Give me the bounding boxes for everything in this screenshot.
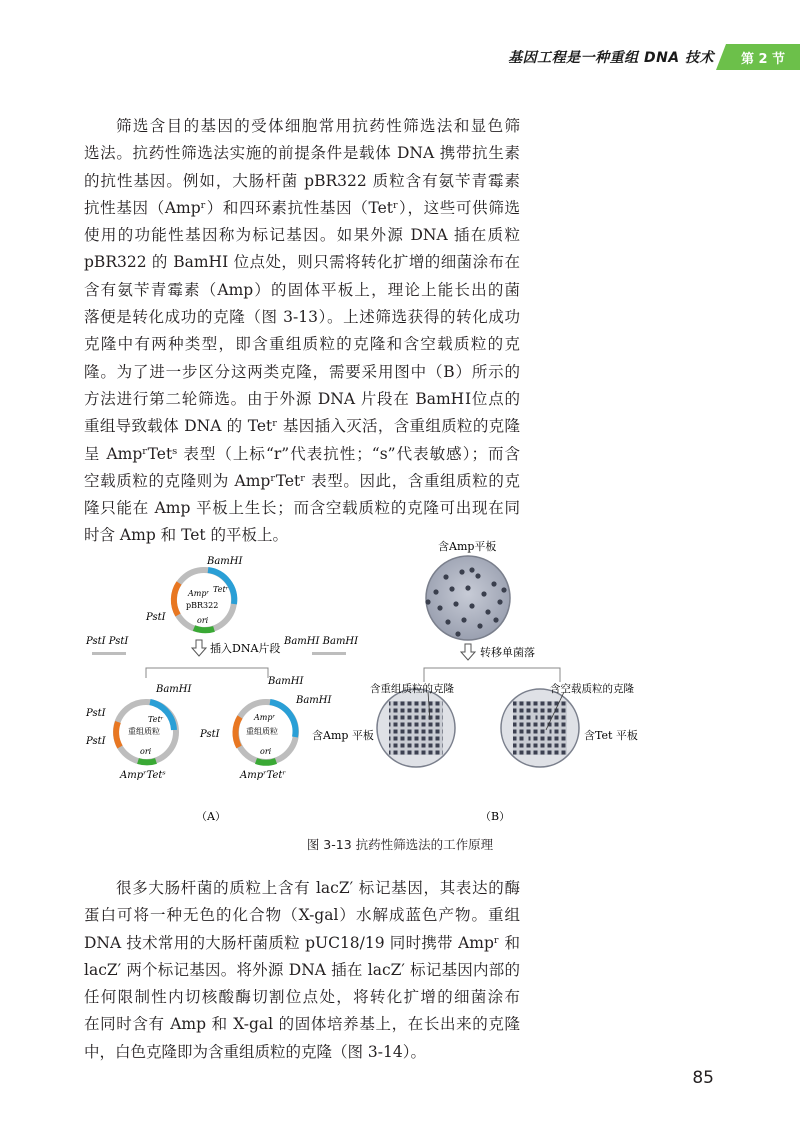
insert-step-label: 插入DNA片段	[210, 642, 281, 655]
amp-gene-label: Ampʳ	[188, 589, 210, 598]
amp-plate-label: 含Amp 平板	[312, 729, 374, 742]
text-line: 在同时含有 Amp 和 X-gal 的固体培养基上，在长出来的克隆	[84, 1015, 520, 1034]
panel-b-label: （B）	[480, 810, 511, 823]
text-line: 隆只能在 Amp 平板上生长；而含空载质粒的克隆可出现在同	[84, 499, 520, 518]
bamhi-site-label: BamHI	[268, 676, 304, 687]
bamhi-site-label: BamHI	[156, 684, 192, 695]
text-line: 使用的功能性基因称为标记基因。如果外源 DNA 插在质粒	[84, 226, 520, 245]
plasmid-name: pBR322	[186, 601, 219, 610]
amp-master-plate	[425, 556, 510, 640]
figure-3-13	[84, 532, 680, 832]
tet-gene-label: Tetʳ	[148, 715, 164, 724]
text-line: 任何限制性内切核酸酶切割位点处，将转化扩增的细菌涂布	[84, 988, 520, 1007]
text-line: 隆。为了进一步区分这两类克隆，需要采用图中（B）所示的	[84, 362, 520, 381]
recombinant-name: 重组质粒	[246, 727, 278, 736]
text-line: 中，白色克隆即为含重组质粒的克隆（图 3-14）。	[84, 1042, 427, 1061]
empty-colony-label: 含空载质粒的克隆	[550, 683, 634, 695]
psti-site-label: PstI	[86, 708, 106, 719]
text-line: pBR322 的 BamHI 位点处，则只需将转化扩增的细菌涂布在	[84, 253, 520, 272]
text-line: 时含 Amp 和 Tet 的平板上。	[84, 526, 289, 545]
text-line: 重组导致载体 DNA 的 Tetʳ 基因插入灭活，含重组质粒的克隆	[84, 417, 520, 436]
tet-plate-label: 含Tet 平板	[584, 729, 638, 742]
psti-pair-label: PstI PstI	[86, 636, 129, 647]
text-line: 抗性基因（Ampʳ）和四环素抗性基因（Tetʳ），这些可供筛选	[84, 198, 520, 217]
text-line: 落便是转化成功的克隆（图 3-13）。上述筛选获得的转化成功	[84, 308, 520, 327]
amp-replica-plate	[377, 689, 455, 767]
recombinant-plasmid	[85, 684, 193, 781]
amp-gene-label: Ampʳ	[254, 713, 276, 722]
text-line: 方法进行第二轮筛选。由于外源 DNA 片段在 BamHⅠ位点的	[84, 389, 520, 408]
text-line: 选法。抗药性筛选法实施的前提条件是载体 DNA 携带抗生素	[84, 144, 520, 163]
transfer-arrow	[461, 644, 535, 660]
text-line: lacZ′ 两个标记基因。将外源 DNA 插在 lacZ′ 标记基因内部的	[84, 960, 520, 979]
text-line: DNA 技术常用的大肠杆菌质粒 pUC18/19 同时携带 Ampʳ 和	[84, 933, 520, 952]
bamhi-site-label: BamHI	[207, 556, 243, 567]
empty-genotype: AmpʳTetʳ	[240, 770, 286, 781]
transfer-step-label: 转移单菌落	[480, 646, 535, 659]
amp-plate-title: 含Amp平板	[438, 540, 497, 553]
insert-arrow	[192, 640, 280, 656]
text-line: 蛋白可将一种无色的化合物（X-gal）水解成蓝色产物。重组	[84, 906, 520, 925]
ori-label: ori	[260, 747, 272, 756]
ori-label: ori	[197, 616, 209, 625]
recombinant-colony-label: 含重组质粒的克隆	[370, 683, 454, 695]
text-line: 筛选含目的基因的受体细胞常用抗药性筛选法和显色筛	[116, 117, 520, 135]
running-header	[508, 44, 800, 70]
text-line: 空载质粒的克隆则为 AmpʳTetʳ 表型。因此，含重组质粒的克	[84, 471, 520, 490]
ori-label: ori	[140, 747, 152, 756]
text-line: 呈 AmpʳTetˢ 表型（上标“r”代表抗性；“s”代表敏感）；而含	[84, 444, 520, 463]
tet-replica-plate	[501, 689, 579, 767]
figure-diagram	[84, 532, 680, 832]
psti-site-label: PstI	[200, 729, 220, 740]
panel-a-label: （A）	[196, 810, 226, 823]
page-number: 85	[692, 1068, 714, 1088]
section-tab: 第 2 节	[726, 44, 800, 70]
text-line: 含有氨苄青霉素（Amp）的固体平板上，理论上能长出的菌	[84, 280, 520, 299]
paragraph-antibiotic-selection	[84, 113, 520, 550]
recombinant-genotype: AmpʳTetˢ	[120, 770, 166, 781]
bamhi-site-label: BamHI	[296, 695, 332, 706]
chapter-title: 基因工程是一种重组 DNA 技术	[508, 50, 714, 66]
psti-site-label: PstI	[146, 612, 166, 623]
recombinant-name: 重组质粒	[128, 727, 160, 736]
text-line: 很多大肠杆菌的质粒上含有 lacZ′ 标记基因，其表达的酶	[116, 879, 520, 897]
tet-gene-label: Tetʳ	[213, 585, 229, 594]
pbr322-plasmid	[145, 556, 244, 630]
figure-caption: 图 3-13 抗药性筛选法的工作原理	[306, 837, 494, 852]
bamhi-pair-label: BamHI BamHI	[284, 636, 359, 647]
text-line: 的抗性基因。例如，大肠杆菌 pBR322 质粒含有氨苄青霉素	[84, 171, 520, 190]
paragraph-color-selection	[84, 875, 520, 1066]
text-line: 克隆中有两种类型，即含重组质粒的克隆和含空载质粒的克	[84, 335, 520, 354]
psti-site-label: PstI	[86, 736, 106, 747]
